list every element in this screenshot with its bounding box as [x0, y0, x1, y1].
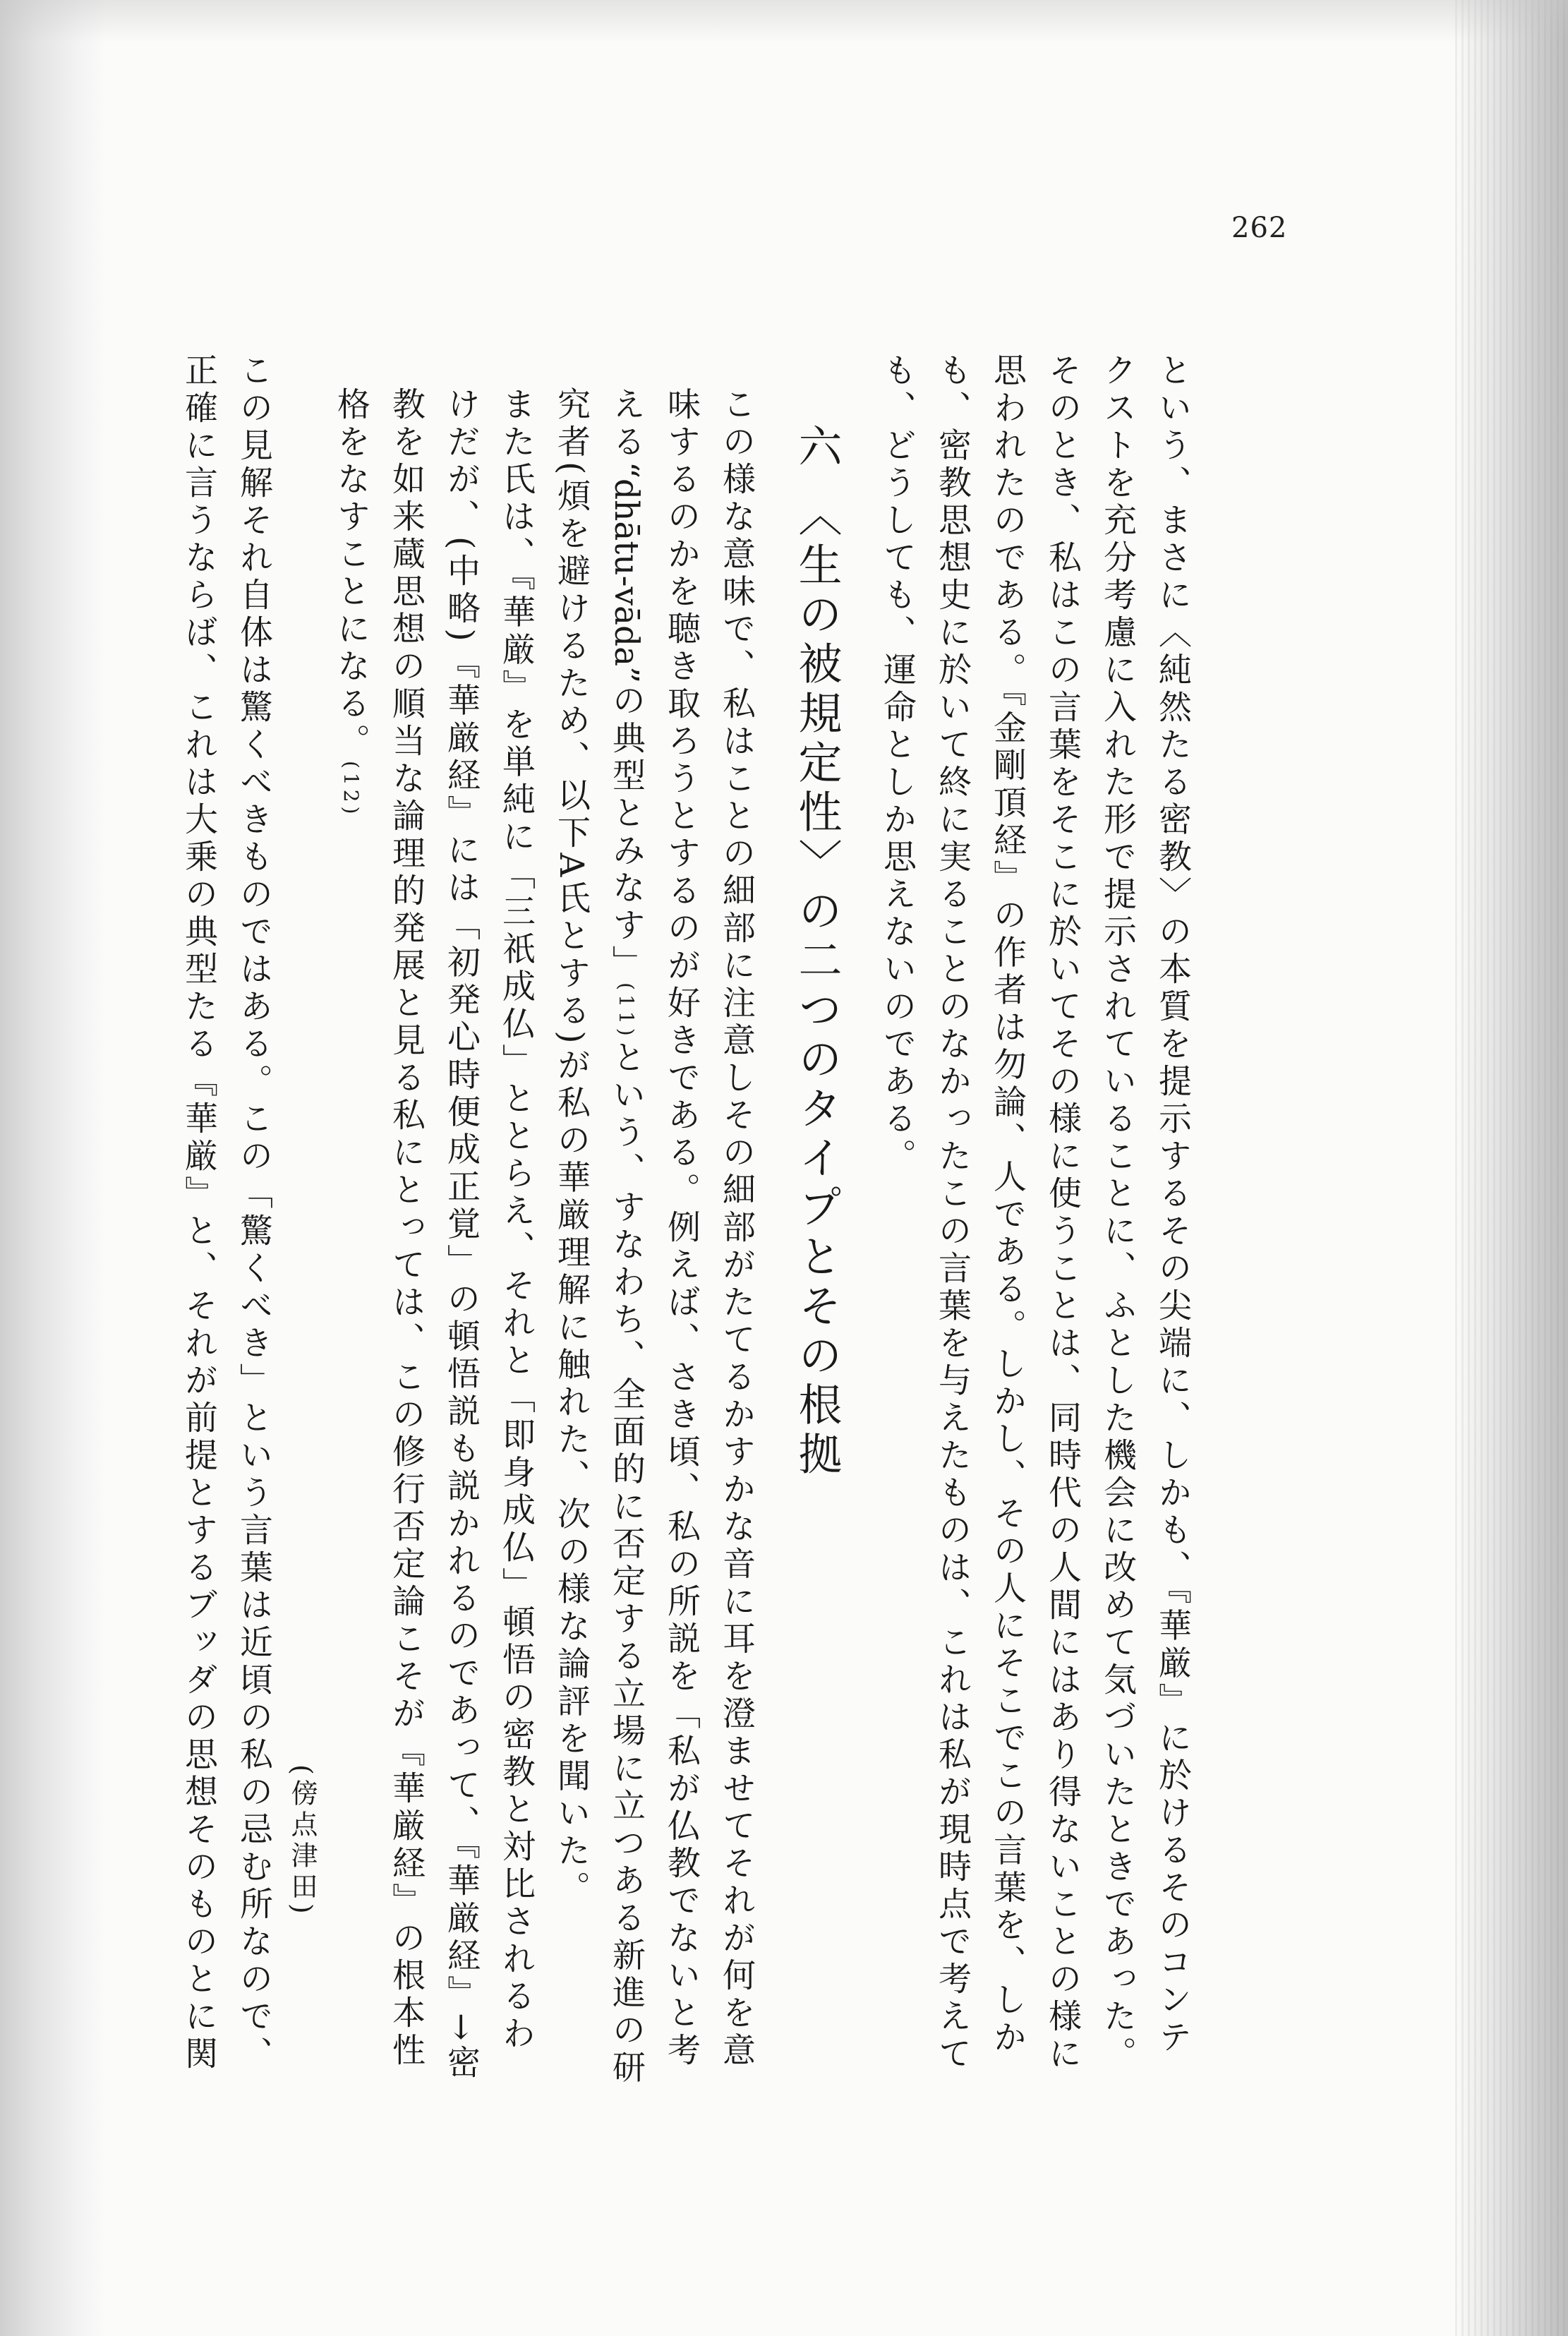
- paragraph-text-b: の典型とみなす」: [607, 683, 646, 983]
- paragraph-text-a: この様な意味で、私はことの細部に注意しその細部がたてるかすかな音に耳を澄ませてそれが何を意味するのかを聴き取ろうとするのが好きである。例えば、さき頃、私の所説を「私が仏教でないと考える: [607, 387, 756, 2070]
- quote-attribution: (傍点津田): [287, 1764, 318, 1918]
- note-ref-12: (12): [339, 761, 363, 819]
- page-number: 262: [1231, 212, 1288, 244]
- vertical-text-block: [179, 353, 1200, 2089]
- paragraph-continued: という、まさに〈純然たる密教〉の本質を提示するその尖端に、しかも、『華厳』に於けるそのコンテクストを充分考慮に入れた形で提示されていることに、ふとした機会に改めて気づいたときであった。そのとき、私はこの言葉をそこに於いてその様に使うことは、同時代の人間にはあり得ないことの様に思われたのである。『金剛頂経』の作者は勿論、人である。しかし、その人にそこでこの言葉を、しかも、密教思想史に於いて終に実ることのなかったこの言葉を与えたものは、これは私が現時点で考えても、どうしても、運命としか思えないのである。: [878, 353, 1192, 2073]
- block-quote: [323, 353, 543, 2089]
- quote-text: また氏は、『華厳』を単純に「三祇成仏」ととらえ、それと「即身成仏」頓悟の密教と対比されるわけだが、(中略)『華厳経』には「初発心時便成正覚」の頓悟説も説かれるのであって、『華厳経』→密教を如来蔵思想の順当な論理的発展と見る私にとっては、この修行否定論こそが『華厳経』の根本性格をなすことになる。: [332, 387, 536, 2083]
- scan-shadow-right: [1455, 0, 1568, 2336]
- section-heading: 六 〈生の被規定性〉の二つのタイプとその根拠: [791, 423, 843, 1481]
- scan-shadow-left: [0, 0, 106, 2336]
- latin-term: “dhātu-vāda”: [607, 462, 646, 684]
- paragraph-text-c: という、すなわち、全面的に否定する立場に立つある新進の研究者(煩を避けるため、以下A氏とする)が私の華厳理解に触れた、次の様な論評を聞いた。: [552, 387, 646, 2088]
- note-ref-11: (11): [615, 982, 638, 1040]
- paragraph: [543, 353, 764, 2089]
- paragraph: この見解それ自体は驚くべきものではある。この「驚くべき」という言葉は近頃の私の忌む所なので、正確に言うならば、これは大乗の典型たる『華厳』と、それが前提とするブッダの思想そのものとに関: [179, 353, 273, 2073]
- scan-shadow-top: [0, 0, 1568, 42]
